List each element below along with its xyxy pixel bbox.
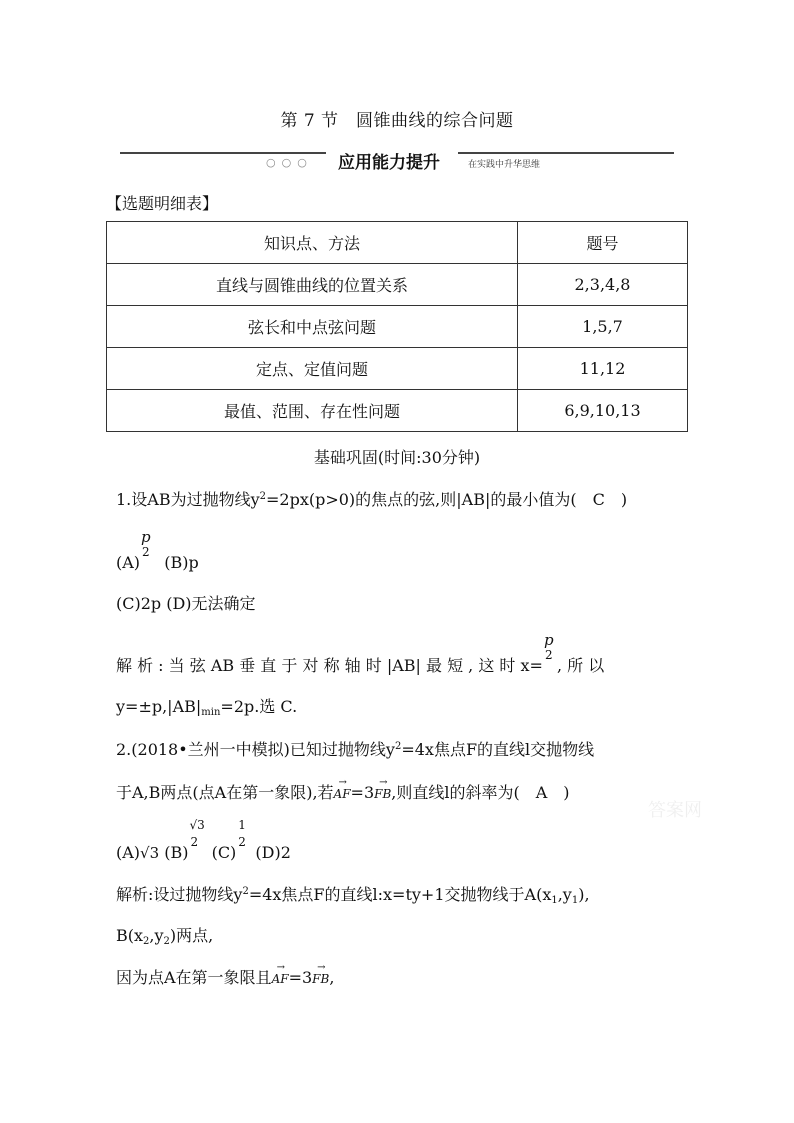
table-cell: 2,3,4,8 xyxy=(518,264,688,306)
q1-analysis-1: 解 析 : 当 弦 AB 垂 直 于 对 称 轴 时 |AB| 最 短 , 这 时 x= p 2 , 所 以 xyxy=(116,631,605,675)
table-cell: 11,12 xyxy=(518,348,688,390)
topic-table xyxy=(106,221,688,432)
table-cell: 最值、范围、存在性问题 xyxy=(107,390,518,432)
fraction: 1 2 xyxy=(238,818,246,849)
fraction: p 2 xyxy=(141,528,151,559)
basic-heading: 基础巩固(时间:30分钟) xyxy=(313,448,481,467)
q2-analysis-1: 解析:设过抛物线$y^2=4x$焦点F的直线l:x=ty+1交抛物线于$A(x_1,y_1)$, xyxy=(116,885,590,906)
banner-rule-right xyxy=(458,152,674,154)
banner-dots-icon: ○○○ xyxy=(266,156,313,169)
q2-analysis-3: 因为点A在第一象限且 → AF=3 → FB, xyxy=(116,962,335,987)
table-cell: 定点、定值问题 xyxy=(107,348,518,390)
table-row xyxy=(107,306,688,348)
watermark: 答案网 xyxy=(648,800,702,821)
table-row xyxy=(107,390,688,432)
q1-analysis-2: $y=\pm p,|AB|_{min}=2p$.选 C. xyxy=(116,697,298,718)
q2-analysis-2: $B(x_2,y_2)$两点, xyxy=(116,926,214,947)
q1-stem: 1.设AB为过抛物线$y^2=2px(p>0)$的焦点的弦,则|AB|的最小值为( C ) xyxy=(116,490,628,509)
banner-subheading: 在实践中升华思维 xyxy=(468,160,541,170)
vector-af: → AF xyxy=(333,777,351,801)
fraction: √3 2 xyxy=(189,818,205,849)
table-header-row xyxy=(107,222,688,264)
fraction: p 2 xyxy=(543,631,554,662)
table-cell: 弦长和中点弦问题 xyxy=(107,306,518,348)
banner-heading: 应用能力提升 xyxy=(338,153,440,173)
q2-stem-2: 于A,B两点(点A在第一象限),若 → AF=3 → FB,则直线l的斜率为( A ) xyxy=(116,777,570,802)
table-row xyxy=(107,264,688,306)
table-cell: 1,5,7 xyxy=(518,306,688,348)
table-row xyxy=(107,348,688,390)
q2-stem-1: 2.(2018•兰州一中模拟)已知过抛物线$y^2=4x$焦点F的直线l交抛物线 xyxy=(116,740,595,759)
vector-fb: → FB xyxy=(312,962,330,986)
vector-fb: → FB xyxy=(374,777,392,801)
page-title: 第 7 节 圆锥曲线的综合问题 xyxy=(280,111,514,131)
q2-options: (A)√3 (B) √3 2 (C) 1 2 (D)2 xyxy=(116,818,291,862)
vector-af: → AF xyxy=(271,962,289,986)
table-cell: 直线与圆锥曲线的位置关系 xyxy=(107,264,518,306)
banner-rule-left xyxy=(120,152,326,154)
section-label: 【选题明细表】 xyxy=(106,194,219,213)
table-header-cell: 知识点、方法 xyxy=(107,222,518,264)
q1-options-ab: (A) p 2 (B)p xyxy=(116,528,199,572)
table-cell: 6,9,10,13 xyxy=(518,390,688,432)
q1-options-cd: (C)2p (D)无法确定 xyxy=(116,594,256,613)
table-header-cell: 题号 xyxy=(518,222,688,264)
